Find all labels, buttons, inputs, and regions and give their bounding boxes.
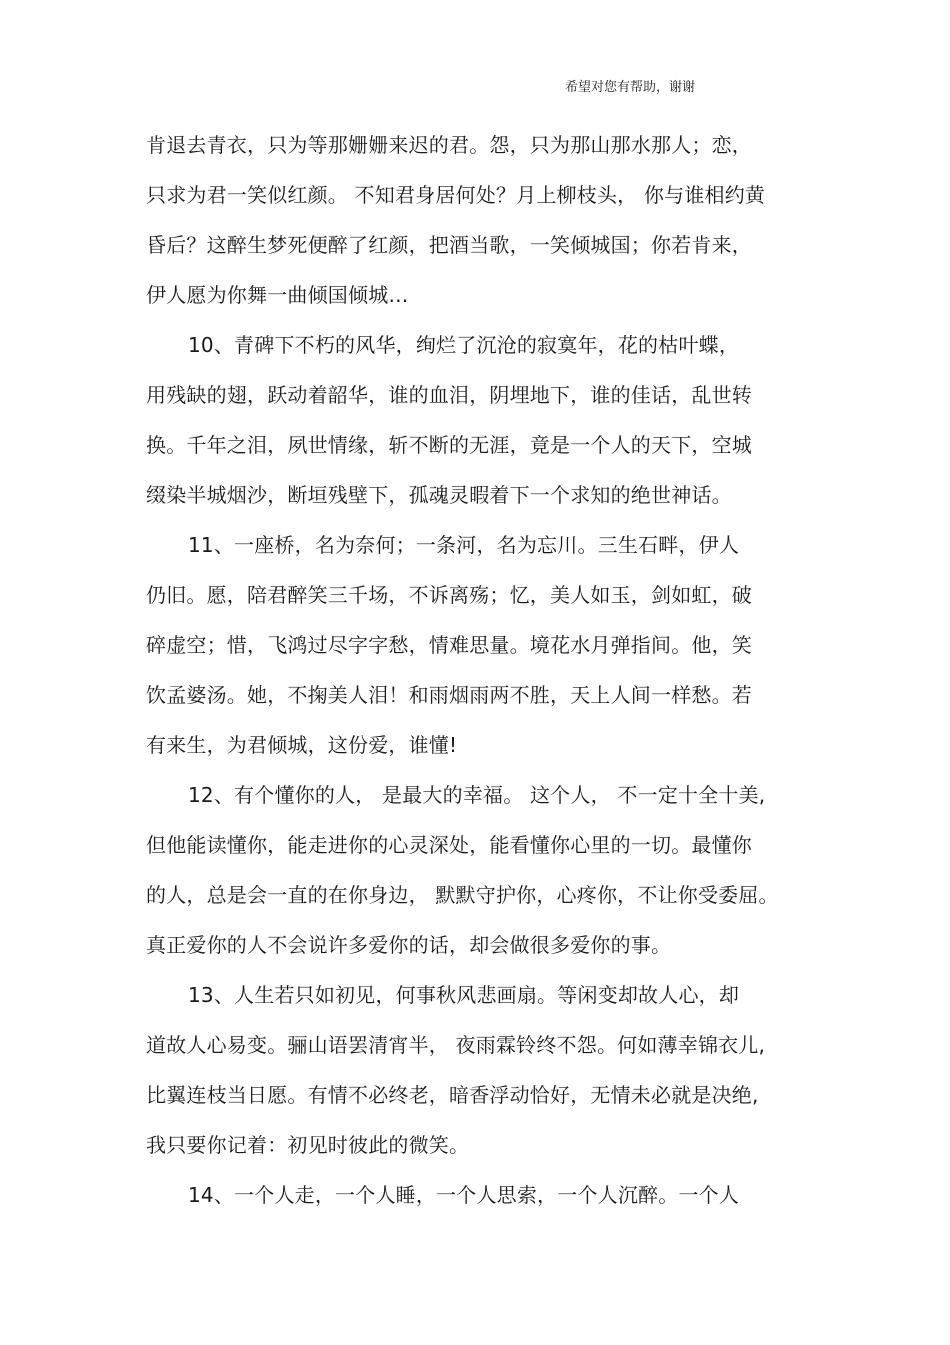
- paragraph-line: 比翼连枝当日愿。有情不必终老，暗香浮动恰好，无情未必就是决绝,: [146, 1083, 759, 1107]
- paragraph-line: 只求为君一笑似红颜。 不知君身居何处？月上柳枝头， 你与谁相约黄: [146, 183, 766, 207]
- paragraph-line: 昏后？这醉生梦死便醉了红颜，把酒当歌，一笑倾城国；你若肯来，: [146, 233, 752, 257]
- paragraph-line: 碎虚空；惜，飞鸿过尽字字愁，情难思量。境花水月弹指间。他，笑: [146, 633, 752, 657]
- paragraph-line: 但他能读懂你，能走进你的心灵深处，能看懂你心里的一切。最懂你: [146, 833, 752, 857]
- paragraph-line: 道故人心易变。骊山语罢清宵半， 夜雨霖铃终不怨。何如薄幸锦衣儿,: [146, 1033, 766, 1057]
- paragraph-line: 真正爱你的人不会说许多爱你的话，却会做很多爱你的事。: [146, 933, 672, 957]
- paragraph-line: 用残缺的翅，跃动着韶华，谁的血泪，阴埋地下，谁的佳话，乱世转: [146, 383, 752, 407]
- paragraph-line: 13、人生若只如初见，何事秋风悲画扇。等闲变却故人心，却: [188, 983, 740, 1007]
- paragraph-line: 有来生，为君倾城，这份爱，谁懂!: [146, 733, 458, 757]
- paragraph-line: 缀染半城烟沙，断垣残壁下，孤魂灵暇着下一个求知的绝世神话。: [146, 483, 732, 507]
- paragraph-line: 饮孟婆汤。她，不掬美人泪！和雨烟雨两不胜，天上人间一样愁。若: [146, 683, 752, 707]
- paragraph-line: 我只要你记着：初见时彼此的微笑。: [146, 1133, 470, 1157]
- paragraph-line: 肯退去青衣，只为等那姗姗来迟的君。怨，只为那山那水那人；恋，: [146, 133, 752, 157]
- paragraph-line: 换。千年之泪，夙世情缘，斩不断的无涯，竟是一个人的天下，空城: [146, 433, 752, 457]
- paragraph-line: 14、一个人走，一个人睡，一个人思索，一个人沉醉。一个人: [188, 1183, 740, 1207]
- header-note: 希望对您有帮助，谢谢: [565, 80, 696, 95]
- paragraph-line: 12、有个懂你的人， 是最大的幸福。 这个人， 不一定十全十美,: [188, 783, 766, 807]
- paragraph-line: 伊人愿为你舞一曲倾国倾城…: [146, 283, 409, 307]
- paragraph-line: 仍旧。愿，陪君醉笑三千场，不诉离殇；忆，美人如玉，剑如虹，破: [146, 583, 752, 607]
- paragraph-line: 11、一座桥，名为奈何；一条河，名为忘川。三生石畔，伊人: [188, 533, 740, 557]
- paragraph-line: 的人，总是会一直的在你身边， 默默守护你，心疼你，不让你受委屈。: [146, 883, 779, 907]
- paragraph-line: 10、青碑下不朽的风华，绚烂了沉沧的寂寞年，花的枯叶蝶，: [188, 333, 740, 357]
